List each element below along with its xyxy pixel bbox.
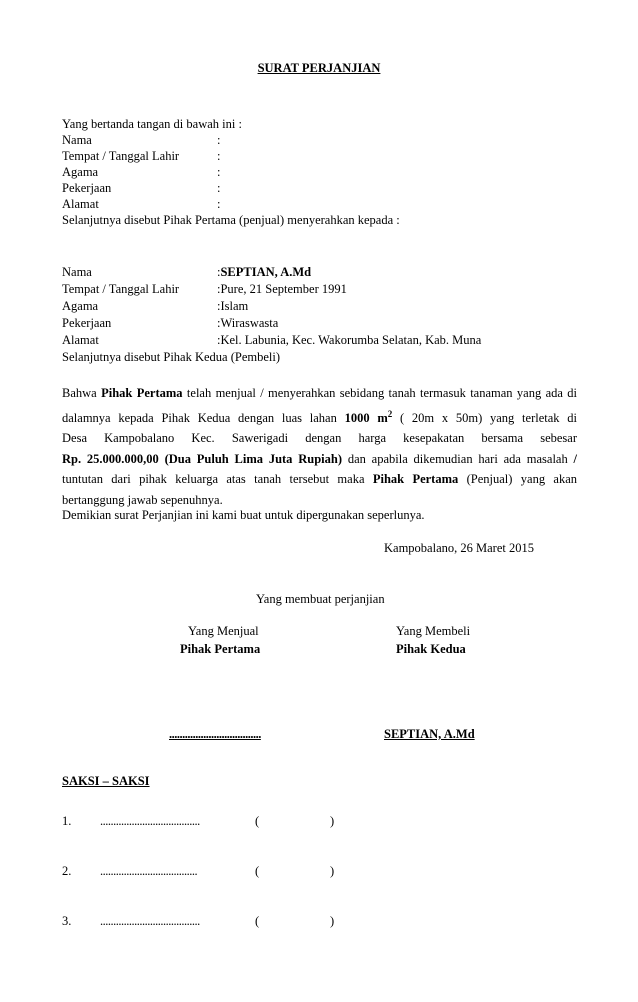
- agreement-paragraph: [62, 383, 577, 510]
- witness-paren-open: (: [255, 914, 260, 928]
- second-name-label: Nama: [62, 265, 92, 279]
- first-religion-label: Agama: [62, 165, 99, 179]
- first-address-label: Alamat: [62, 197, 99, 211]
- witness-number: 3.: [62, 914, 72, 928]
- first-address-value: :: [217, 197, 221, 211]
- place-date: Kampobalano, 26 Maret 2015: [384, 541, 534, 555]
- first-job-label: Pekerjaan: [62, 181, 112, 195]
- first-birth-label: Tempat / Tanggal Lahir: [62, 149, 180, 163]
- first-name-value: :: [217, 133, 221, 147]
- witness-number: 1.: [62, 814, 72, 828]
- witness-signature-line: ......................................: [100, 814, 200, 828]
- first-religion-value: :: [217, 165, 221, 179]
- second-name-value: :SEPTIAN, A.Md: [217, 265, 312, 279]
- second-address-label: Alamat: [62, 333, 99, 347]
- paragraph-line: Desa Kampobalano Kec. Sawerigadi dengan harga kesepakatan bersama sebesar: [62, 431, 577, 446]
- second-religion-value: :Islam: [217, 299, 249, 313]
- witness-paren-close: ): [330, 814, 335, 828]
- first-party-note: Selanjutnya disebut Pihak Pertama (penjual) menyerahkan kepada :: [62, 213, 400, 227]
- first-name-label: Nama: [62, 133, 92, 147]
- closing-text: Demikian surat Perjanjian ini kami buat untuk dipergunakan seperlunya.: [62, 508, 425, 522]
- seller-role: Pihak Pertama: [180, 642, 261, 656]
- intro-text: Yang bertanda tangan di bawah ini :: [62, 117, 242, 131]
- first-birth-value: :: [217, 149, 221, 163]
- seller-signature-line: ...................................: [169, 727, 261, 741]
- witness-title: SAKSI – SAKSI: [62, 774, 150, 788]
- witness-signature-line: .....................................: [100, 864, 198, 878]
- document-title: SURAT PERJANJIAN: [257, 61, 381, 75]
- second-address-value: :Kel. Labunia, Kec. Wakorumba Selatan, Kab. Muna: [217, 333, 482, 347]
- second-birth-label: Tempat / Tanggal Lahir: [62, 282, 180, 296]
- second-job-label: Pekerjaan: [62, 316, 112, 330]
- buyer-role: Pihak Kedua: [396, 642, 466, 656]
- seller-label: Yang Menjual: [188, 624, 259, 638]
- first-job-value: :: [217, 181, 221, 195]
- witness-paren-open: (: [255, 814, 260, 828]
- paragraph-line: Bahwa Pihak Pertama telah menjual / menyerahkan sebidang tanah termasuk tanaman yang ada di: [62, 386, 578, 400]
- second-birth-value: :Pure, 21 September 1991: [217, 282, 347, 296]
- paragraph-line: bertanggung jawab sepenuhnya.: [62, 492, 223, 507]
- second-job-value: :Wiraswasta: [217, 316, 279, 330]
- witness-signature-line: ......................................: [100, 914, 200, 928]
- witness-paren-open: (: [255, 864, 260, 878]
- witness-number: 2.: [62, 864, 72, 878]
- witness-paren-close: ): [330, 864, 335, 878]
- paragraph-line: tuntutan dari pihak keluarga atas tanah tersebut maka Pihak Pertama (Penjual) yang akan: [62, 472, 577, 487]
- buyer-label: Yang Membeli: [396, 624, 471, 638]
- second-religion-label: Agama: [62, 299, 99, 313]
- made-by-text: Yang membuat perjanjian: [256, 592, 385, 606]
- paragraph-line: Rp. 25.000.000,00 (Dua Puluh Lima Juta Rupiah) dan apabila dikemudian hari ada masalah /: [62, 451, 577, 466]
- paragraph-line: dalamnya kepada Pihak Kedua dengan luas lahan 1000 $m^2$ ( 20m x 50m) yang terletak di: [62, 408, 577, 425]
- second-party-note: Selanjutnya disebut Pihak Kedua (Pembeli): [62, 350, 281, 364]
- witness-paren-close: ): [330, 914, 335, 928]
- buyer-signature-name: SEPTIAN, A.Md: [384, 727, 475, 741]
